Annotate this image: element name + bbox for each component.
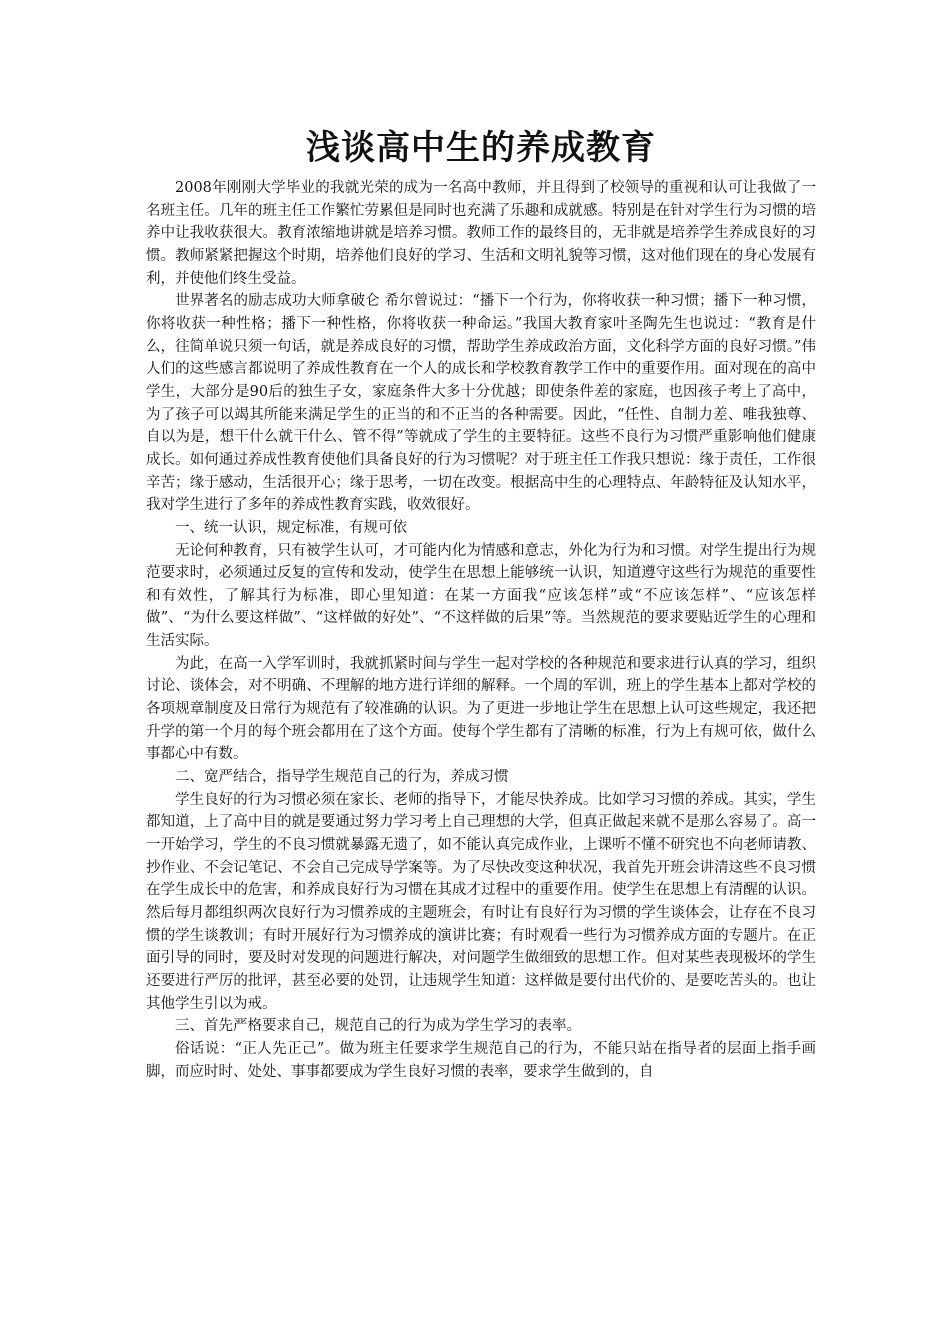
section-heading-2: 二、宽严结合，指导学生规范自己的行为，养成习惯 [175,769,509,786]
section-heading-3: 三、首先严格要求自己，规范自己的行为成为学生学习的表率。 [175,1018,581,1035]
paragraph-section-2: 学生良好的行为习惯必须在家长、老师的指导下，才能尽快养成。比如学习习惯的养成。其实，学生都知道，上了高中目的就是要通过努力学习考上自己理想的大学，但真正做起来就不是那么容易了。高一一开始学习，学生的不良习惯就暴露无遗了，如不能认真完成作业，上课听不懂不研究也不向老师请教、抄作业、不会记笔记、不会自己完成导学案等。为了尽快改变这种状况，我首先开班会讲清这些不良习惯在学生成长中的危害，和养成良好行为习惯在其成才过程中的重要作用。使学生在思想上有清醒的认识。然后每月都组织两次良好行为习惯养成的主题班会，有时让有良好行为习惯的学生谈体会，让存在不良习惯的学生谈教训；有时开展好行为习惯养成的演讲比赛；有时观看一些行为习惯养成方面的专题片。在正面引导的同时，要及时对发现的问题进行解决，对问题学生做细致的思想工作。但对某些表现极坏的学生还要进行严厉的批评，甚至必要的处罚，让违规学生知道：这样做是要付出代价的、是要吃苦头的。也让其他学生引以为戒。 [146,791,816,1012]
document-title: 浅谈高中生的养成教育 [306,128,656,168]
paragraph-section-1b: 为此，在高一入学军训时，我就抓紧时间与学生一起对学校的各种规范和要求进行认真的学习，组织讨论、谈体会，对不明确、不理解的地方进行详细的解释。一个周的军训，班上的学生基本上都对学校的各项规章制度及日常行为规范有了较准确的认识。为了更进一步地让学生在思想上认可这些规定，我还把升学的第一个月的每个班会都用在了这个方面。使每个学生都有了清晰的标准，行为上有规可依，做什么事都心中有数。 [146,655,816,763]
paragraph-quotes: 世界著名的励志成功大师拿破仑 希尔曾说过：“播下一个行为，你将收获一种习惯；播下一种习惯，你将收获一种性格；播下一种性格，你将收获一种命运。”我国大教育家叶圣陶先生也说过：“教育是什么，往简单说只须一句话，就是养成良好的习惯，帮助学生养成政治方面，文化科学方面的良好习惯。”伟人们的这些感言都说明了养成性教育在一个人的成长和学校教育教学工作中的重要作用。面对现在的高中学生，大部分是90后的独生子女，家庭条件大多十分优越；即使条件差的家庭，也因孩子考上了高中，为了孩子可以竭其所能来满足学生的正当的和不正当的各种需要。因此，“任性、自制力差、唯我独尊、自以为是，想干什么就干什么、管不得”等就成了学生的主要特征。这些不良行为习惯严重影响他们健康成长。如何通过养成性教育使他们具备良好的行为习惯呢？对于班主任工作我只想说：缘于责任，工作很辛苦；缘于感动，生活很开心；缘于思考，一切在改变。根据高中生的心理特点、年龄特征及认知水平，我对学生进行了多年的养成性教育实践，收效很好。 [146,293,816,514]
paragraph-section-3: 俗话说：“正人先正己”。做为班主任要求学生规范自己的行为，不能只站在指导者的层面上指手画脚，而应时时、处处、事事都要成为学生良好习惯的表率，要求学生做到的，自 [146,1040,816,1080]
document-page [146,0,816,1344]
paragraph-intro: 2008年刚刚大学毕业的我就光荣的成为一名高中教师，并且得到了校领导的重视和认可让我做了一名班主任。几年的班主任工作繁忙劳累但是同时也充满了乐趣和成就感。特别是在针对学生行为习惯的培养中让我收获很大。教育浓缩地讲就是培养习惯。教师工作的最终目的，无非就是培养学生养成良好的习惯。教师紧紧把握这个时期，培养他们良好的学习、生活和文明礼貌等习惯，这对他们现在的身心发展有利，并使他们终生受益。 [146,180,816,287]
document-body [146,177,816,1083]
section-heading-1: 一、统一认识，规定标准，有规可依 [175,519,407,536]
paragraph-section-1a: 无论何种教育，只有被学生认可，才可能内化为情感和意志，外化为行为和习惯。对学生提出行为规范要求时，必须通过反复的宣传和发动，使学生在思想上能够统一认识，知道遵守这些行为规范的重要性和有效性，了解其行为标准，即心里知道：在某一方面我“应该怎样”或“不应该怎样”、“应该怎样做”、“为什么要这样做”、“这样做的好处”、“不这样做的后果”等。当然规范的要求要贴近学生的心理和生活实际。 [146,542,816,650]
